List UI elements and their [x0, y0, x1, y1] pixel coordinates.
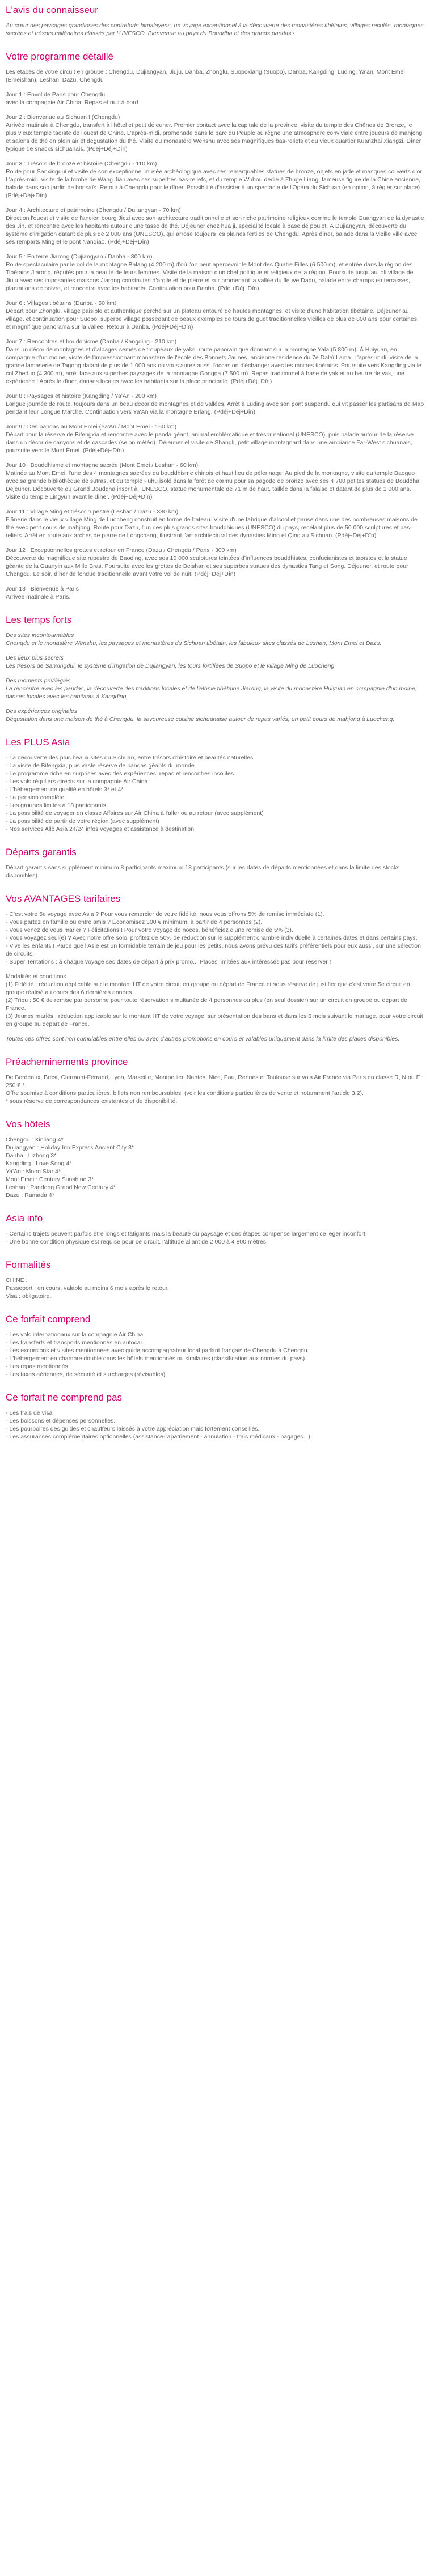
hotel-item: Danba : Lizhong 3*	[6, 1152, 57, 1159]
formalities-item: Visa : obligatoire.	[6, 1293, 52, 1300]
included-item: - Les excursions et visites mentionnées avec guide accompagnateur local parlant français de Chengdu à Chengdu.	[6, 1347, 309, 1354]
program-day-11	[6, 508, 424, 540]
formalities-item: CHINE :	[6, 1277, 28, 1284]
program-day-3	[6, 160, 424, 200]
hotels-title: Vos hôtels	[6, 1119, 50, 1130]
highlights-title: Les temps forts	[6, 614, 72, 625]
program-day-12	[6, 546, 424, 578]
connoisseur-title: L'avis du connaisseur	[6, 5, 98, 15]
highlights-section	[6, 614, 424, 723]
asia-info-title: Asia info	[6, 1213, 43, 1224]
highlight-item	[6, 707, 424, 723]
asia-info-section	[6, 1213, 424, 1246]
program-title: Votre programme détaillé	[6, 51, 113, 62]
program-day-title: Jour 6 : Villages tibétains (Danba - 50 km)	[6, 300, 117, 307]
included-list	[6, 1331, 424, 1378]
program-day-title: Jour 2 : Bienvenue au Sichuan ! (Chengdu)	[6, 114, 120, 121]
advantages-list	[6, 910, 424, 966]
included-section	[6, 1314, 424, 1378]
plus-item: - La possibilité de voyager en classe Affaires sur Air China à l'aller ou au retour (avec supplément)	[6, 810, 264, 817]
program-day-text: Direction l'ouest et visite de l'ancien bourg Jiezi avec son architecture traditionnelle et son riche patrimoine religieux comme le temple Guangyan de la dynastie des Jin, et rencontre avec les habitants autour d'une tasse de thé. Déjeuner chez hua ji, spécialité locale à base de poulet. À Dujiangyan, découverte du système d'irrigation datant de plus de 2 000 ans (UNESCO), qui arrose toujours les plaines fertiles de Chengdu. Après dîner, balade dans la vieille ville avec ses remparts Ming et le pont Nanqiao. (Pdéj+Déj+Dîn)	[6, 215, 424, 245]
program-day-9	[6, 423, 424, 455]
program-day-13	[6, 585, 424, 601]
program-day-10	[6, 461, 424, 501]
highlight-item	[6, 631, 424, 647]
highlight-item-text: Les trésors de Sanxingdui, le système d'irrigation de Dujiangyan, les tours fortifiées de Suopo et le village Ming de Luocheng	[6, 663, 335, 669]
program-day-title: Jour 8 : Paysages et histoire (Kangding / Ya'An - 200 km)	[6, 393, 157, 400]
included-title: Ce forfait comprend	[6, 1314, 91, 1325]
formalities-list	[6, 1276, 424, 1300]
program-day-1	[6, 91, 424, 107]
advantages-terms-title: Modalités et conditions	[6, 973, 66, 980]
plus-section	[6, 737, 424, 833]
program-day-title: Jour 10 : Bouddhisme et montagne sacrée (Mont Emei / Leshan - 60 km)	[6, 462, 199, 469]
program-day-title: Jour 1 : Envol de Paris pour Chengdu	[6, 91, 106, 98]
program-day-text: Matinée au Mont Emei, l'une des 4 montagnes sacrées du bouddhisme chinois et haut lieu de pèlerinage. Au pied de la montagne, visite du temple Baoguo avec sa grande bibliothèque de sutras, et du temple Fuhu isolé dans la forêt de cormu pour sa pagode de bronze avec ses 4 700 petites statues de Bouddha. Déjeuner. Découverte du Grand Bouddha inscrit à l'UNESCO, statue monumentale de 71 m de haut, taillée dans la falaise et datant de plus de 1 000 ans. Visite du temple Lingyun avant le dîner. (Pdéj+Déj+Dîn)	[6, 470, 421, 500]
plus-item: - Les vols réguliers directs sur la compagnie Air China	[6, 778, 148, 785]
program-day-5	[6, 253, 424, 292]
preroutings-text: De Bordeaux, Brest, Clermont-Ferrand, Lyon, Marseille, Montpellier, Nantes, Nice, Pau, Rennes et Toulouse sur vols Air France via Paris en classe R, N ou E : 250 € *.	[6, 1074, 424, 1089]
excluded-item: - Les assurances complémentaires optionnelles (assistance-rapatriement - annulation - frais médicaux - bagages...).	[6, 1433, 312, 1440]
advantages-term: (1) Fidélité : réduction applicable sur le montant HT de votre circuit en groupe ou départ de France et sous réserve de justifier que c'est votre 5e circuit en groupe réalisé au cours des 6 dernières années.	[6, 981, 410, 996]
program-day-title: Jour 12 : Exceptionnelles grottes et retour en France (Dazu / Chengdu / Paris - 300 km)	[6, 547, 237, 554]
program-day-text: Départ pour la réserve de Bifengxia et rencontre avec le panda géant, animal emblématique et trésor national (UNESCO), puis balade autour de la réserve dans un décor de canyons et de cascades (selon météo). Déjeuner et visite de Shangli, petit village montagnard dans une ambiance Far-West sichuanais, poursuite vers le Mont Emei. (Pdéj+Déj+Dîn)	[6, 431, 414, 454]
program-day-text: Découverte du magnifique site rupestre de Baoding, avec ses 10 000 sculptures teintées d'influences bouddhistes, confucianistes et taoïstes et la statue géante de la Guanyin aux Mille Bras. Poursuite avec les grottes de Beishan et ses superbes statues des dynasties Tang et Song. Déjeuner, et route pour Chengdu. Le soir, dîner de fondue traditionnelle avant votre vol de nuit. (Pdéj+Déj+Dîn)	[6, 555, 408, 578]
advantage-item: - Vous venez de vous marier ? Félicitations ! Pour votre voyage de noces, bénéficiez d'une remise de 5% (3).	[6, 927, 293, 933]
highlight-item-title: Des expériences originales	[6, 708, 78, 715]
highlight-item	[6, 677, 424, 701]
program-day-title: Jour 5 : En terre Jiarong (Dujiangyan / Danba - 300 km)	[6, 253, 153, 260]
formalities-title: Formalités	[6, 1259, 51, 1270]
program-day-text: Arrivée matinale à Chengdu, transfert à l'hôtel et petit déjeuner. Premier contact avec la capitale de la province, visite du temple des Chênes de Bronze, le plus vieux temple taoïste de l'ouest de Chine. L'après-midi, promenade dans le parc du Peuple où règne une atmosphère conviviale entre joueurs de mahjong et salons de thé en plein air et dégustation du thé. Visite du monastère Wenshu avec ses magnifiques bas-reliefs et du vieux quartier Kuanzhai Xiangzi. Dîner typique de snacks sichuanais. (Pdéj+Déj+Dîn)	[6, 122, 423, 152]
preroutings-body	[6, 1073, 424, 1105]
departures-title: Départs garantis	[6, 847, 77, 858]
hotel-item: Ya'An : Moon Star 4*	[6, 1168, 61, 1175]
departures-section	[6, 847, 424, 880]
program-day-title: Jour 13 : Bienvenue à Paris	[6, 585, 79, 592]
plus-item: - Le programme riche en surprises avec des expériences, repas et rencontres insolites	[6, 770, 234, 777]
program-intro: Les étapes de votre circuit en groupe : Chengdu, Dujiangyan, Jiuju, Danba, Zhonglu, Suopoxiang (Suopo), Danba, Kangding, Luding, Ya'an, Mont Emei (Emeishan), Leshan, Dazu, Chengdu	[6, 69, 405, 83]
preroutings-section	[6, 1056, 424, 1105]
hotel-item: Dujiangyan : Holiday Inn Express Ancient City 3*	[6, 1144, 134, 1151]
program-day-4	[6, 206, 424, 246]
formalities-section	[6, 1259, 424, 1300]
program-section	[6, 51, 424, 601]
formalities-item: Passeport : en cours, valable au moins 6 mois après le retour.	[6, 1285, 169, 1292]
preroutings-note: * sous réserve de correspondances existantes et de disponibilité.	[6, 1098, 178, 1105]
program-day-6	[6, 299, 424, 331]
included-item: - L'hébergement en chambre double dans les hôtels mentionnés ou similaires (classification aux normes du pays).	[6, 1355, 307, 1362]
included-item: - Les transferts et transports mentionnés en autocar.	[6, 1339, 144, 1346]
connoisseur-section	[6, 5, 424, 37]
program-day-text: Longue journée de route, toujours dans un beau décor de montagnes et de vallées. Arrêt à Luding avec son pont suspendu qui vit passer les partisans de Mao pendant leur Longue Marche. Continuation vers Ya'An via la montagne Erlang. (Pdéj+Déj+Dîn)	[6, 401, 424, 415]
plus-item: - La possibilité de partir de votre région (avec supplément)	[6, 818, 159, 825]
hotels-list	[6, 1136, 424, 1199]
departures-text: Départ garantis sans supplément minimum 8 participants maximum 18 participants (sur les dates de départs mentionnées et dans la limite des stocks disponibles).	[6, 864, 400, 879]
advantages-section	[6, 893, 424, 1043]
advantage-item: - Vous voyagez seul(e) ? Avec notre offre solo, profitez de 50% de réduction sur le supplément chambre individuelle à certaines dates et dans certains pays.	[6, 935, 418, 941]
program-day-text: Route spectaculaire par le col de la montagne Balang (4 200 m) d'où l'on peut apercevoir le Mont des Quatre Filles (6 500 m), et entrée dans la région des Tibétains Jiarong, réputés pour la beauté de leurs femmes. Visite de la maison d'un chef politique et religieux de la région. Poursuite jusqu'au joli village de Jiuju avec ses imposantes maisons Jiarong construites d'argile et de pierre et sur promenant la vallée du fleuve Dadu, balade entre champs en terrasses, plantations de poivre, et rencontre avec les habitants. Continuation pour Danba. (Pdéj+Déj+Dîn)	[6, 261, 414, 292]
highlight-item-title: Des lieux plus secrets	[6, 655, 64, 661]
plus-title: Les PLUS Asia	[6, 737, 70, 748]
program-day-title: Jour 4 : Architecture et patrimoine (Chengdu / Dujiangyan - 70 km)	[6, 207, 181, 214]
program-day-text: Départ pour Zhonglu, village paisible et authentique perché sur un plateau entouré de hautes montagnes, et visite d'une habitation tibétaine. Déjeuner au village, et continuation pour Suopo, superbe village possédant de beaux exemples de tours de guet traditionnelles vieilles de plus de 800 ans pour certaines, et magnifique panorama sur la vallée. Retour à Danba. (Pdéj+Déj+Dîn)	[6, 308, 419, 330]
plus-list	[6, 754, 424, 833]
included-item: - Les vols internationaux sur la compagnie Air China.	[6, 1331, 145, 1338]
plus-item: - La visite de Bifengxia, plus vaste réserve de pandas géants du monde	[6, 762, 195, 769]
hotels-section	[6, 1119, 424, 1199]
plus-item: - L'hébergement de qualité en hôtels 3* et 4*	[6, 786, 124, 793]
advantage-item: - Vive les enfants ! Parce que l'Asie est un formidable terrain de jeu pour les petits, nous avons prévu des tarifs préférentiels pour eux aussi, sur une sélection de circuits.	[6, 943, 421, 957]
program-day-2	[6, 113, 424, 153]
included-item: - Les taxes aériennes, de sécurité et surcharges (révisables).	[6, 1371, 167, 1378]
excluded-list	[6, 1409, 424, 1441]
highlight-item-title: Des sites incontournables	[6, 632, 74, 639]
program-day-title: Jour 11 : Village Ming et trésor rupestre (Leshan / Dazu - 330 km)	[6, 508, 179, 515]
advantages-title: Vos AVANTAGES tarifaires	[6, 893, 121, 904]
highlight-item-text: Chengdu et le monastère Wenshu, les paysages et monastères du Sichuan tibétain, les fabuleux sites classés de Leshan, Mont Emei et Dazu.	[6, 640, 382, 647]
asia-info-item: - Certains trajets peuvent parfois être longs et fatigants mais la beauté du paysage et des étapes compense largement ce léger inconfort.	[6, 1230, 367, 1237]
excluded-title: Ce forfait ne comprend pas	[6, 1392, 123, 1403]
program-day-title: Jour 7 : Rencontres et bouddhisme (Danba / Kangding - 210 km)	[6, 338, 177, 345]
advantage-item: - Super Tentations : à chaque voyage ses dates de départ à prix promo... Places limitées aux intéressés pas pour réserver !	[6, 958, 331, 965]
plus-item: - La découverte des plus beaux sites du Sichuan, entre trésors d'histoire et beautés naturelles	[6, 754, 254, 761]
preroutings-text: Offre soumise à conditions particulières, billets non remboursables. (voir les conditions particulières de vente et notamment l'article 3.2).	[6, 1090, 364, 1097]
highlight-item-title: Des moments privilégiés	[6, 677, 71, 684]
program-day-title: Jour 3 : Trésors de bronze et histoire (Chengdu - 110 km)	[6, 160, 157, 167]
included-item: - Les repas mentionnés.	[6, 1363, 70, 1370]
advantage-item: - Vous partez en famille ou entre amis ? Économisez 300 € minimum, à partir de 4 personnes (2).	[6, 919, 263, 926]
hotel-item: Chengdu : Xinliang 4*	[6, 1136, 64, 1143]
highlight-item-text: Dégustation dans une maison de thé à Chengdu, la savoureuse cuisine sichuanaise autour de repas variés, un petit cours de mahjong à Luocheng.	[6, 716, 395, 723]
advantages-term: (3) Jeunes mariés : réduction applicable sur le montant HT de votre voyage, sur présentation des bans et dans les 6 mois suivant le mariage, pour votre circuit en groupe au départ de France.	[6, 1013, 423, 1028]
advantage-item: - C'est votre 5e voyage avec Asia ? Pour vous remercier de votre fidélité, nous vous offrons 5% de remise immédiate (1).	[6, 911, 324, 918]
asia-info-item: - Une bonne condition physique est requise pour ce circuit, l'altitude allant de 2 000 à 4 800 mètres.	[6, 1238, 268, 1245]
advantages-term: (2) Tribu : 50 € de remise par personne pour toute réservation simultanée de 4 personnes ou plus (en seul dossier) sur un circuit en groupe ou départ de France.	[6, 997, 407, 1012]
asia-info-list	[6, 1230, 424, 1246]
hotel-item: Dazu : Ramada 4*	[6, 1192, 54, 1199]
program-day-text: Route pour Sanxingdui et visite de son exceptionnel musée archéologique avec ses remarquables statues de bronze, objets en jade et masques couverts d'or. L'après-midi, visite de la tombe de Wang Jian avec ses superbes bas-reliefs, et du temple Wuhou dédié à Zhuge Liang, fameuse figure de la Chine ancienne, balade dans son jardin de bonsaïs. Retour à Chengdu pour le dîner. Possibilité d'assister à un spectacle de l'Opéra du Sichuan (en option, à régler sur place). (Pdéj+Déj+Dîn)	[6, 168, 424, 199]
hotel-item: Leshan : Pandong Grand New Century 4*	[6, 1184, 116, 1191]
preroutings-title: Préacheminements province	[6, 1056, 128, 1067]
excluded-item: - Les frais de visa	[6, 1410, 53, 1416]
program-day-7	[6, 338, 424, 385]
hotel-item: Kangding : Love Song 4*	[6, 1160, 72, 1167]
program-day-text: Dans un décor de montagnes et d'alpages semés de troupeaux de yaks, route panoramique donnant sur la montagne Yala (5 800 m). À Huiyuan, en compagnie d'un moine, visite de l'impressionnant monastère de l'école des Bonnets Jaunes, ancienne résidence du 7e Dalaï Lama. L'après-midi, visite de la grande lamaserie de Tagong datant de plus de 1 000 ans où vous aurez aussi l'occasion d'échanger avec les moines tibétains. Poursuite vers Kangding via le col Zheduo (4 300 m), arrêt face aux superbes paysages de la montagne Gongga (7 500 m). Repas traditionnel à base de yak et au beurre de yak, une expérience ! Après le dîner, danses locales avec les habitants sur la place principale. (Pdéj+Déj+Dîn)	[6, 346, 421, 385]
highlight-item	[6, 654, 424, 670]
excluded-item: - Les boissons et dépenses personnelles.	[6, 1418, 116, 1424]
hotel-item: Mont Emei : Century Sunshine 3*	[6, 1176, 94, 1183]
program-day-text: avec la compagnie Air China. Repas et nuit à bord.	[6, 99, 140, 106]
program-day-text: Arrivée matinale à Paris.	[6, 593, 71, 600]
connoisseur-text: Au cœur des paysages grandioses des contreforts himalayens, un voyage exceptionnel à la découverte des monastères tibétains, villages reculés, montagnes sacrées et trésors millénaires classés par l'UNESCO. Bienvenue au pays du Bouddha et des grands pandas !	[6, 22, 424, 37]
excluded-item: - Les pourboires des guides et chauffeurs laissés à votre appréciation mais fortement conseillés.	[6, 1425, 260, 1432]
plus-item: - La pension complète	[6, 794, 65, 801]
plus-item: - Nos services Allô Asia 24/24 infos voyages et assistance à destination	[6, 826, 195, 833]
advantages-note: Toutes ces offres sont non cumulables entre elles ou avec d'autres promotions en cours et valables uniquement dans la limite des places disponibles.	[6, 1036, 400, 1042]
program-day-title: Jour 9 : Des pandas au Mont Emei (Ya'An / Mont Emei - 160 km)	[6, 423, 177, 430]
excluded-section	[6, 1392, 424, 1441]
highlight-item-text: La rencontre avec les pandas, la découverte des traditions locales et de l'ethnie tibétaine Jiarong, la visite du monastère Huiyuan en compagnie d'un moine, danses locales avec les habitants à Kangding.	[6, 685, 417, 700]
program-day-text: Flânerie dans le vieux village Ming de Luocheng construit en forme de bateau. Visite d'une fabrique d'alcool et pause dans une des nombreuses maisons de thé avec petit cours de mahjong. Route pour Dazu, l'un des plus grands sites bouddhiques (UNESCO) du pays, recélant plus de 50 000 sculptures et bas-reliefs. Arrêt en route aux arches de pierre de Longchang, illustrant l'art architectural des dynasties Ming et Qing au Sichuan. (Pdéj+Déj+Dîn)	[6, 516, 418, 539]
program-day-8	[6, 392, 424, 416]
plus-item: - Les groupes limités à 18 participants	[6, 802, 106, 809]
advantages-terms	[6, 973, 424, 1028]
